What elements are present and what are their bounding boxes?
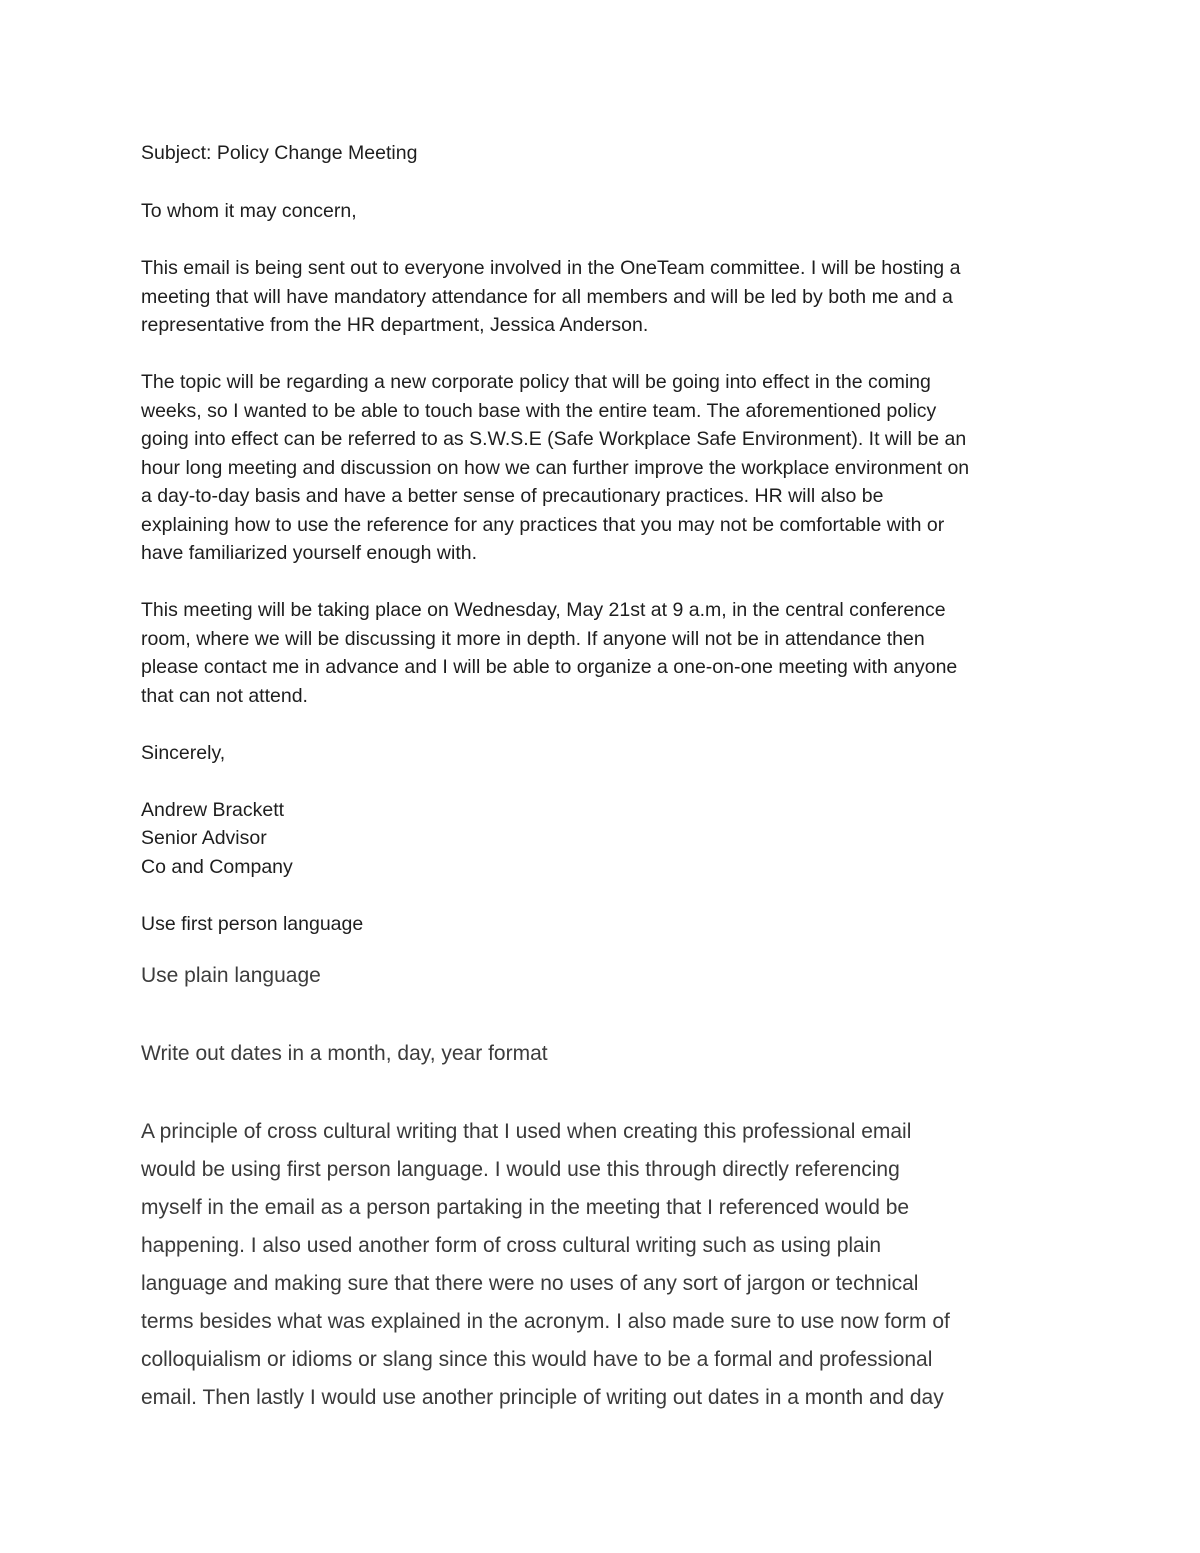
paragraph-line: representative from the HR department, Jessica Anderson.: [141, 314, 649, 336]
email-paragraph-2: [141, 368, 1071, 568]
paragraph-line: hour long meeting and discussion on how we can further improve the workplace environment on: [141, 456, 970, 479]
email-paragraph-3: [141, 596, 1071, 710]
email-subject: Subject: Policy Change Meeting: [141, 142, 418, 164]
essay-line: happening. I also used another form of cross cultural writing such as using plain: [141, 1234, 882, 1257]
paragraph-line: have familiarized yourself enough with.: [141, 542, 478, 564]
email-greeting: To whom it may concern,: [141, 200, 357, 222]
paragraph-line: The topic will be regarding a new corporate policy that will be going into effect in the coming: [141, 371, 931, 393]
email-closing: Sincerely,: [141, 742, 226, 764]
paragraph-line: room, where we will be discussing it more in depth. If anyone will not be in attendance then: [141, 627, 925, 650]
paragraph-line: that can not attend.: [141, 684, 308, 707]
principle-first-person: Use first person language: [141, 913, 364, 935]
paragraph-line: meeting that will have mandatory attendance for all members and will be led by both me and a: [141, 285, 953, 308]
essay-line: language and making sure that there were no uses of any sort of jargon or technical: [141, 1272, 919, 1295]
paragraph-line: please contact me in advance and I will be able to organize a one-on-one meeting with anyone: [141, 656, 958, 678]
paragraph-line: going into effect can be referred to as S.W.S.E (Safe Workplace Safe Environment). It will be an: [141, 428, 967, 450]
essay-line: A principle of cross cultural writing that I used when creating this professional email: [141, 1120, 912, 1143]
paragraph-line: explaining how to use the reference for any practices that you may not be comfortable with or: [141, 513, 945, 536]
essay-line: email. Then lastly I would use another principle of writing out dates in a month and day: [141, 1386, 944, 1409]
essay-line: would be using first person language. I would use this through directly referencing: [141, 1158, 900, 1181]
essay-paragraph: [141, 1113, 1071, 1417]
essay-line: myself in the email as a person partaking in the meeting that I referenced would be: [141, 1196, 910, 1219]
essay-line: colloquialism or idioms or slang since this would have to be a formal and professional: [141, 1348, 933, 1371]
principle-plain-language: Use plain language: [141, 964, 321, 987]
email-paragraph-1: [141, 254, 1071, 340]
paragraph-line: This meeting will be taking place on Wednesday, May 21st at 9 a.m, in the central conference: [141, 599, 946, 621]
signature-name: Andrew Brackett: [141, 799, 285, 821]
signature-company: Co and Company: [141, 856, 293, 878]
essay-line: terms besides what was explained in the acronym. I also made sure to use now form of: [141, 1310, 950, 1333]
principle-date-format: Write out dates in a month, day, year format: [141, 1042, 548, 1065]
paragraph-line: This email is being sent out to everyone involved in the OneTeam committee. I will be hosting a: [141, 257, 961, 279]
paragraph-line: weeks, so I wanted to be able to touch base with the entire team. The aforementioned policy: [141, 399, 937, 422]
paragraph-line: a day-to-day basis and have a better sense of precautionary practices. HR will also be: [141, 485, 884, 507]
signature-title: Senior Advisor: [141, 827, 267, 849]
